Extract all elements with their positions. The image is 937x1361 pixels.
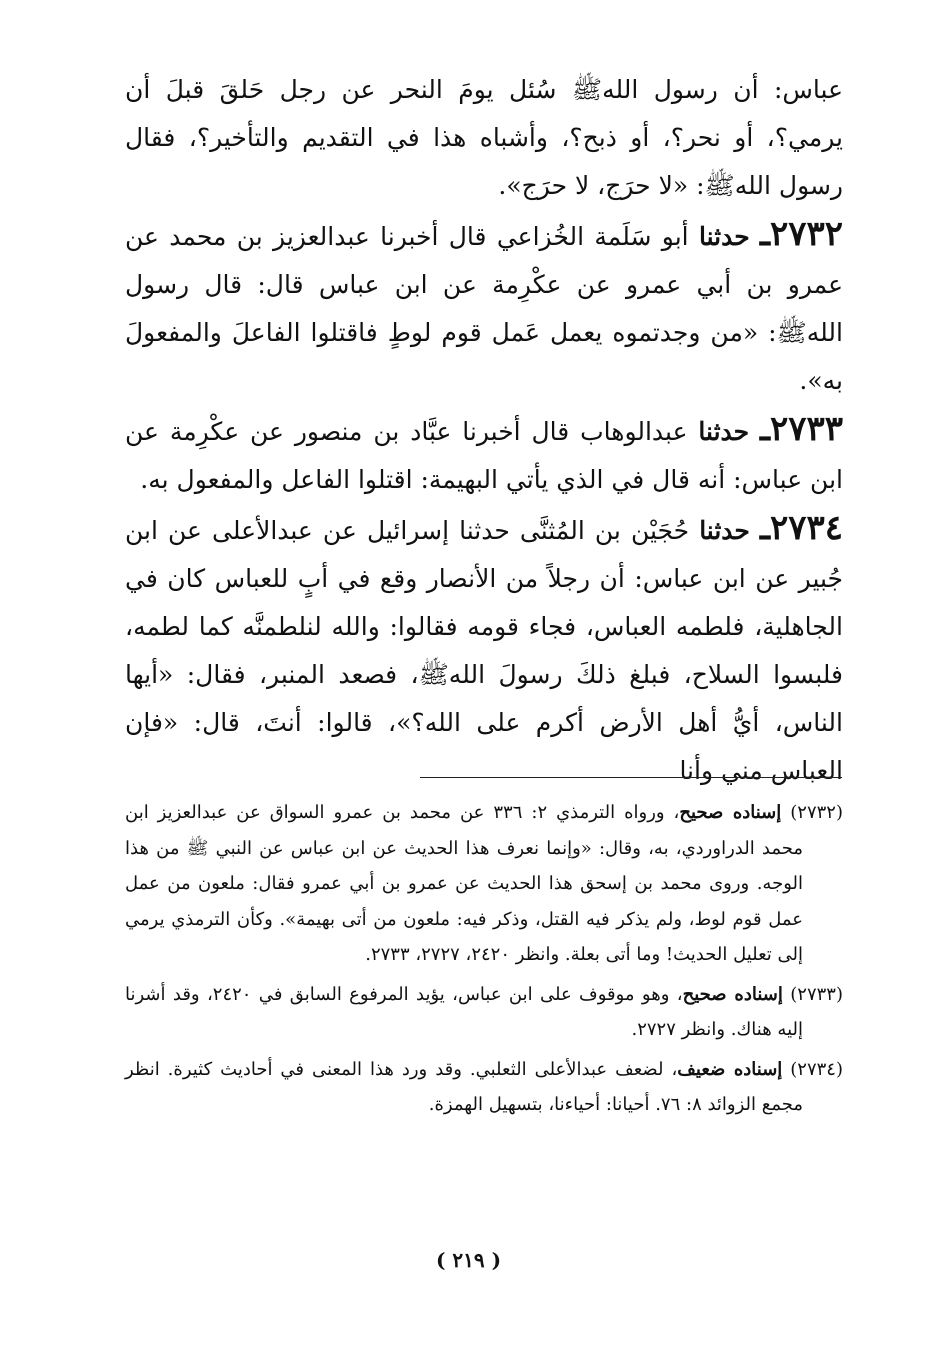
hadith-2734 <box>125 504 843 795</box>
footnote-ref: (٢٧٣٣) <box>790 983 843 1005</box>
footnote-2733 <box>125 977 843 1048</box>
footnote-ref: (٢٧٣٤) <box>790 1058 843 1080</box>
hadith-keyword: حدثنا <box>698 417 750 446</box>
footnote-text: ، ورواه الترمذي ٢: ٣٣٦ عن محمد بن عمرو السواق عن عبدالعزيز ابن محمد الدراوردي، به، وقال: «وإنما نعرف هذا الحديث عن ابن عباس عن النبي ﷺ من هذا الوجه. وروى محمد بن إسحق هذا الحديث عن عمرو بن أبي عمرو فقال: ملعون من عمل عمل قوم لوط، ولم يذكر فيه القتل، وذكر فيه: ملعون من أتى بهيمة». وكأن الترمذي يرمي إلى تعليل الحديث! وما أتى بعلة. وانظر ٢٤٢٠، ٢٧٢٧، ٢٧٣٣. <box>125 802 803 965</box>
footnote-grade: إسناده صحيح <box>682 983 783 1005</box>
footnote-grade: إسناده صحيح <box>679 802 782 823</box>
hadith-number: ٢٧٣٤ <box>769 508 843 548</box>
footnote-text: ، لضعف عبدالأعلى الثعلبي. وقد ورد هذا المعنى في أحاديث كثيرة. انظر مجمع الزوائد ٨: ٧٦. أحيانا: أحياءنا، بتسهيل الهمزة. <box>125 1058 803 1115</box>
hadith-keyword: حدثنا <box>698 222 750 251</box>
hadith-text: أبو سَلَمة الخُزاعي قال أخبرنا عبدالعزيز بن محمد عن عمرو بن أبي عمرو عن عكْرِمة عن ابن عباس قال: قال رسول اللهﷺ: «من وجدتموه يعمل عَمل قوم لوطٍ فاقتلوا الفاعلَ والمفعولَ به». <box>125 222 843 395</box>
hadith-2733 <box>125 405 843 504</box>
footnotes <box>125 795 843 1127</box>
hadith-dash: ـ <box>759 508 770 548</box>
page-number: ( ٢١٩ ) <box>435 1248 502 1272</box>
footnote-divider <box>420 777 842 778</box>
hadith-number: ٢٧٣٢ <box>769 214 844 254</box>
hadith-dash: ـ <box>760 214 770 254</box>
hadith-dash: ـ <box>760 409 770 449</box>
continuation-paragraph: عباس: أن رسول اللهﷺ سُئل يومَ النحر عن رجل حَلقَ قبلَ أن يرمي؟، أو نحر؟، أو ذبح؟، وأشباه هذا في التقديم والتأخير؟، فقال رسول اللهﷺ: «لا حرَج، لا حرَج». <box>125 75 843 200</box>
hadith-text: عبدالوهاب قال أخبرنا عبَّاد بن منصور عن عكْرِمة عن ابن عباس: أنه قال في الذي يأتي البهيمة: اقتلوا الفاعل والمفعول به. <box>125 417 843 494</box>
hadith-text: حُجَيْن بن المُثنَّى حدثنا إسرائيل عن عبدالأعلى عن ابن جُبير عن ابن عباس: أن رجلاً من الأنصار وقع في أبٍ للعباس كان في الجاهلية، فلطمه العباس، فجاء قومه فقالوا: والله لنلطمنَّه كما لطمه، فلبسوا السلاح، فبلغ ذلكَ رسولَ اللهﷺ، فصعد المنبر، فقال: «أيها الناس، أيُّ أهل الأرض أكرم على الله؟»، قالوا: أنتَ، قال: «فإن العباس مني وأنا <box>125 516 843 785</box>
main-text <box>125 66 843 795</box>
footnote-2734 <box>125 1052 843 1123</box>
footnote-2732 <box>125 795 843 973</box>
hadith-keyword: حدثنا <box>699 516 750 545</box>
footnote-ref: (٢٧٣٢) <box>790 802 843 823</box>
footnote-grade: إسناده ضعيف <box>677 1058 783 1080</box>
hadith-2732 <box>125 210 843 405</box>
hadith-number: ٢٧٣٣ <box>769 409 844 449</box>
footnote-text: ، وهو موقوف على ابن عباس، يؤيد المرفوع السابق في ٢٤٢٠، وقد أشرنا إليه هناك. وانظر ٢٧٢٧. <box>125 983 803 1040</box>
